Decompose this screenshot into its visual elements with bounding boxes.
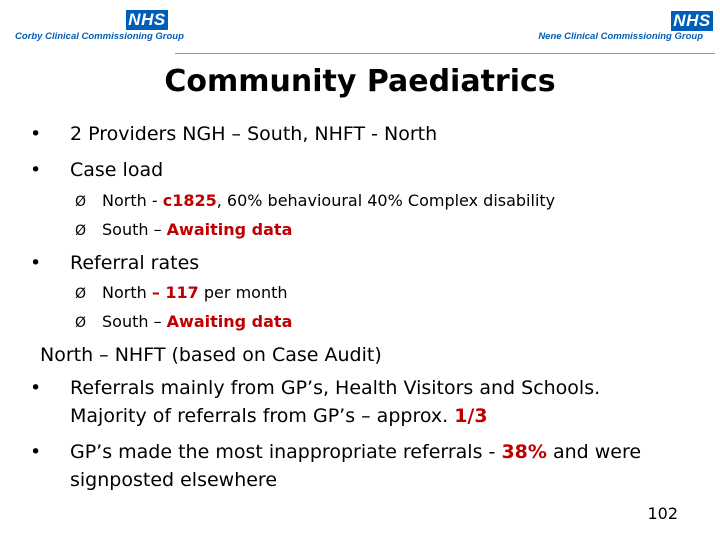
referral-north bbox=[75, 282, 288, 305]
caseload-north-suffix: , 60% behavioural 40% Complex disability bbox=[216, 191, 556, 210]
corby-ccg-logo bbox=[0, 0, 184, 45]
bullet-referral-sources bbox=[30, 375, 600, 401]
inappropriate-value: 38% bbox=[501, 441, 547, 463]
referral-sources-text: Referrals mainly from GP’s, Health Visitors and Schools. bbox=[70, 377, 601, 399]
referral-majority-prefix: Majority of referrals from GP’s – approx. bbox=[70, 405, 455, 427]
bullet-caseload bbox=[30, 157, 163, 183]
referral-rates-text: Referral rates bbox=[70, 252, 200, 274]
corby-ccg-name: Corby Clinical Commissioning Group bbox=[15, 31, 184, 42]
inappropriate-prefix: GP’s made the most inappropriate referrals - bbox=[70, 441, 502, 463]
bullet-dot: • bbox=[30, 252, 42, 274]
arrow-bullet-icon: Ø bbox=[75, 223, 87, 239]
bullet-providers bbox=[30, 121, 437, 147]
arrow-bullet-icon: Ø bbox=[75, 194, 87, 210]
caseload-north bbox=[75, 190, 555, 213]
providers-text: 2 Providers NGH – South, NHFT - North bbox=[70, 123, 438, 145]
arrow-bullet-icon: Ø bbox=[75, 315, 87, 331]
referral-north-prefix: North bbox=[102, 283, 152, 302]
referral-south-prefix: South – bbox=[102, 312, 167, 331]
bullet-dot: • bbox=[30, 123, 42, 145]
bullet-dot: • bbox=[30, 377, 42, 399]
inappropriate-suffix: and were bbox=[546, 441, 642, 463]
inappropriate-continuation: signposted elsewhere bbox=[70, 469, 278, 491]
nene-ccg-logo bbox=[520, 0, 720, 45]
nene-ccg-name: Nene Clinical Commissioning Group bbox=[538, 31, 703, 42]
caseload-south bbox=[75, 219, 292, 242]
slide-title: Community Paediatrics bbox=[164, 64, 556, 99]
caseload-north-prefix: North - bbox=[102, 191, 163, 210]
bullet-dot: • bbox=[30, 159, 42, 181]
header-divider bbox=[175, 53, 715, 54]
audit-heading: North – NHFT (based on Case Audit) bbox=[40, 344, 382, 366]
referral-north-suffix: per month bbox=[198, 283, 288, 302]
referral-north-value: – 117 bbox=[151, 283, 199, 302]
caseload-text: Case load bbox=[70, 159, 164, 181]
arrow-bullet-icon: Ø bbox=[75, 286, 87, 302]
nhs-badge-right: NHS bbox=[671, 11, 713, 31]
page-number: 102 bbox=[647, 504, 678, 523]
referral-sources-continuation bbox=[70, 403, 488, 429]
referral-south bbox=[75, 311, 292, 334]
caseload-north-value: c1825 bbox=[162, 191, 217, 210]
caseload-south-status: Awaiting data bbox=[166, 220, 293, 239]
referral-south-status: Awaiting data bbox=[166, 312, 293, 331]
caseload-south-prefix: South – bbox=[102, 220, 167, 239]
bullet-dot: • bbox=[30, 441, 42, 463]
bullet-inappropriate-referrals bbox=[30, 439, 641, 465]
bullet-referral-rates bbox=[30, 250, 199, 276]
nhs-badge-left: NHS bbox=[126, 10, 168, 30]
referral-majority-value: 1/3 bbox=[454, 405, 488, 427]
